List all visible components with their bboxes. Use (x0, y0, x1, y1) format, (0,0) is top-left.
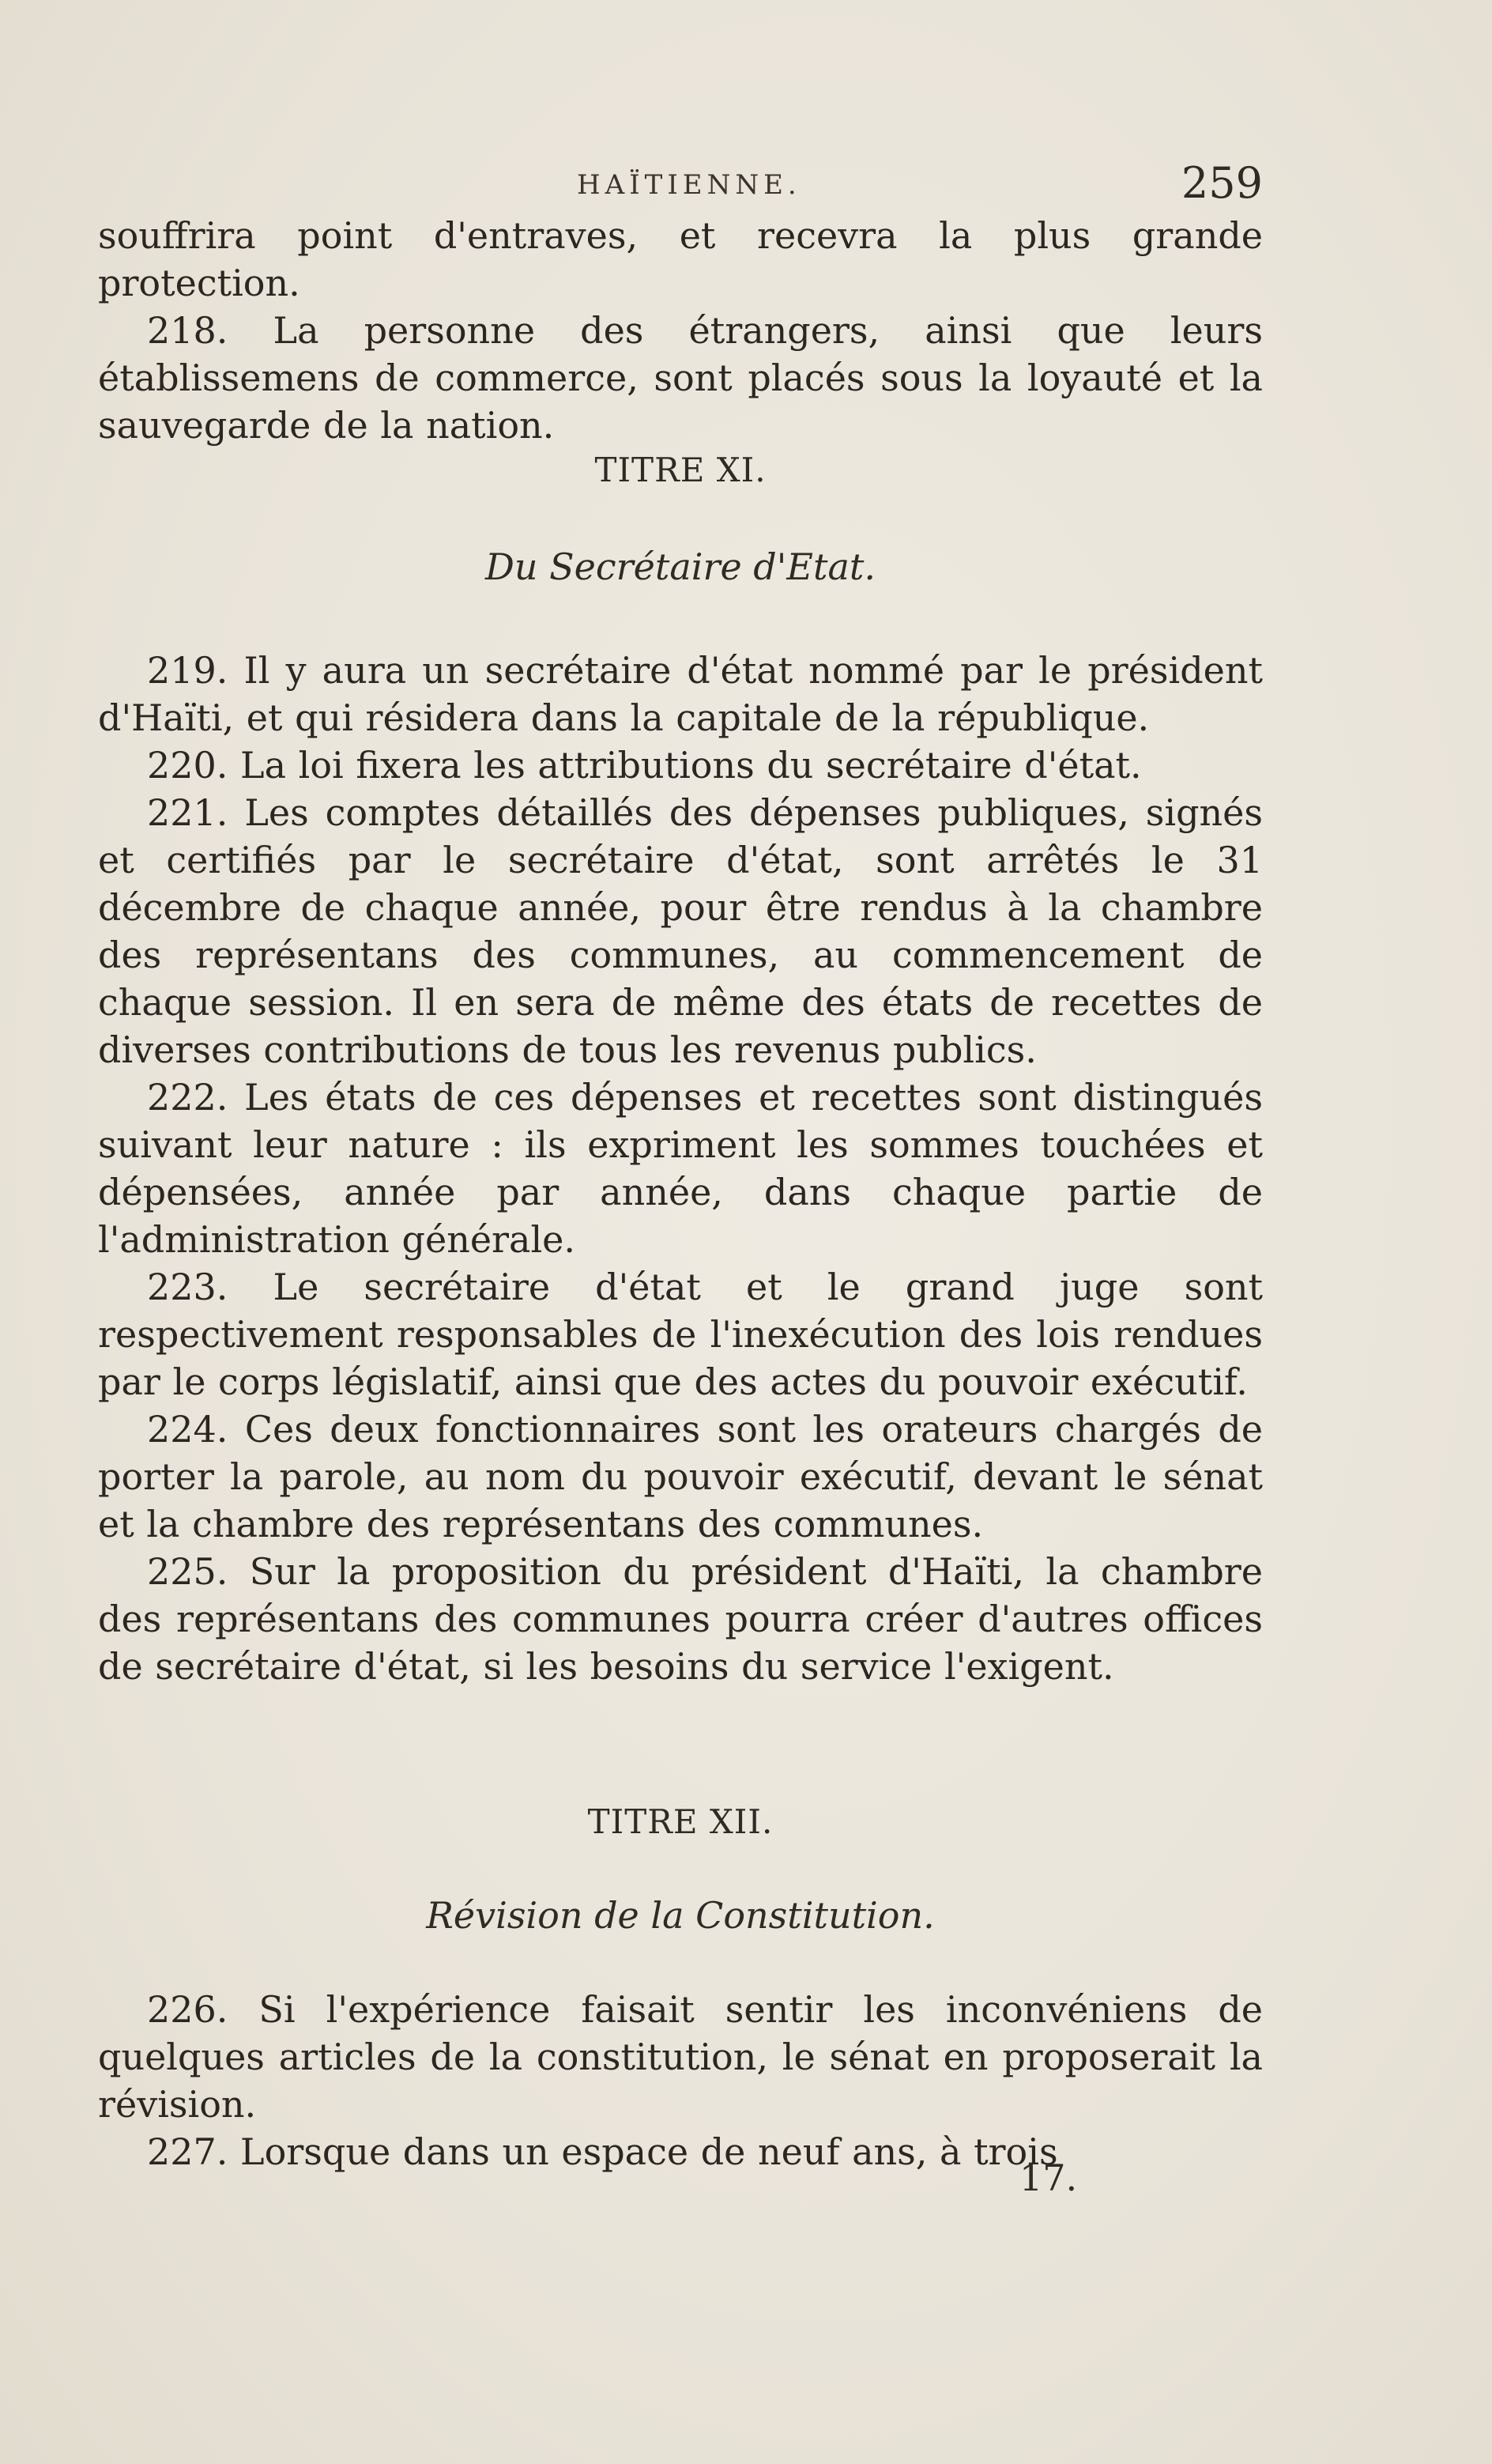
article-223: 223. Le secrétaire d'état et le grand juge sont respectivement responsables de l'inexécution des lois rendues par le corps législatif, ainsi que des actes du pouvoir exécutif. (98, 1266, 1263, 1403)
article-222: 222. Les états de ces dépenses et recettes sont distingués suivant leur nature : ils expriment les sommes touchées et dépensées, année par année, dans chaque partie de l'administration générale. (98, 1076, 1263, 1261)
article-219: 219. Il y aura un secrétaire d'état nommé par le président d'Haïti, et qui résidera dans la capitale de la république. (98, 649, 1263, 739)
text-block-3 (98, 1986, 1263, 2175)
article-224: 224. Ces deux fonctionnaires sont les orateurs chargés de porter la parole, au nom du pouvoir exécutif, devant le sénat et la chambre des représentans des communes. (98, 1408, 1263, 1545)
title-xii-heading: TITRE XII. (587, 1802, 774, 1841)
article-226: 226. Si l'expérience faisait sentir les inconvéniens de quelques articles de la constitution, le sénat en proposerait la révision. (98, 1988, 1263, 2126)
article-227: 227. Lorsque dans un espace de neuf ans, à trois (147, 2130, 1058, 2173)
article-225: 225. Sur la proposition du président d'Haïti, la chambre des représentans des communes pourra créer d'autres offices de secrétaire d'état, si les besoins du service l'exigent. (98, 1550, 1263, 1688)
continuation-line: souffrira point d'entraves, et recevra la plus grande protection. (98, 214, 1263, 304)
running-title: HAÏTIENNE. (577, 169, 801, 201)
article-220: 220. La loi fixera les attributions du secrétaire d'état. (147, 744, 1142, 787)
article-218: 218. La personne des étrangers, ainsi que leurs établissemens de commerce, sont placés sous la loyauté et la sauvegarde de la nation. (98, 309, 1263, 447)
title-xi-heading: TITRE XI. (594, 451, 767, 489)
article-221: 221. Les comptes détaillés des dépenses publiques, signés et certifiés par le secrétaire d'état, sont arrêtés le 31 décembre de chaque année, pour être rendus à la chambre des représentans des communes, au commencement de chaque session. Il en sera de même des états de recettes de diverses contributions de tous les revenus publics. (98, 791, 1263, 1071)
text-block-1 (98, 212, 1263, 449)
page-number: 259 (1181, 158, 1263, 208)
title-xii-subheading: Révision de la Constitution. (426, 1894, 935, 1937)
title-xi-subheading: Du Secrétaire d'Etat. (485, 545, 876, 588)
text-block-2 (98, 647, 1263, 1690)
signature-mark: 17. (1019, 2156, 1078, 2199)
